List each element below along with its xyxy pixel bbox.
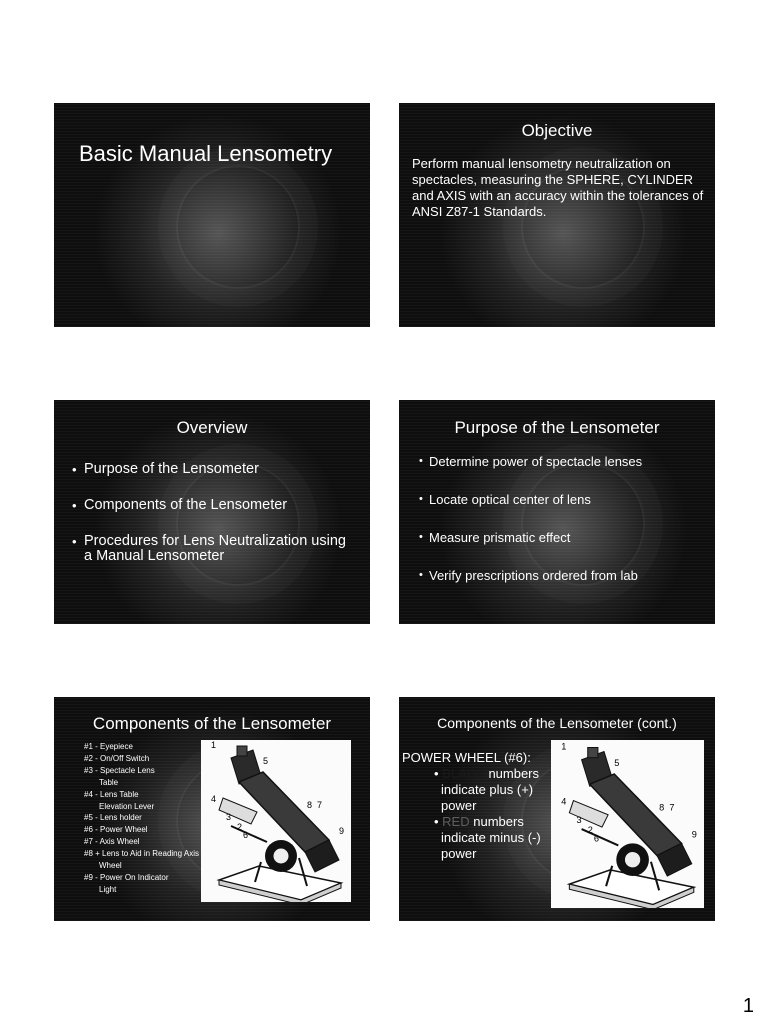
diagram-number: 8 xyxy=(659,802,665,813)
component-item: #9 - Power On Indicator xyxy=(84,872,169,882)
slide-title xyxy=(54,103,370,327)
slide-title-heading: Basic Manual Lensometry xyxy=(79,141,333,166)
components-title: Components of the Lensometer xyxy=(92,714,332,733)
overview-item: • Components of the Lensometer xyxy=(72,498,357,513)
power-wheel-text xyxy=(402,750,552,862)
power-wheel-heading: POWER WHEEL (#6): xyxy=(402,750,531,765)
diagram-number: 4 xyxy=(211,794,217,804)
component-item-cont: Light xyxy=(99,884,117,894)
purpose-title: Purpose of the Lensometer xyxy=(454,418,660,437)
lensometer-drawing xyxy=(201,740,351,902)
diagram-number: 8 xyxy=(307,800,313,810)
diagram-number: 9 xyxy=(339,826,345,836)
lensometer-diagram xyxy=(551,740,704,908)
component-item-cont: Elevation Lever xyxy=(99,801,155,811)
diagram-number: 5 xyxy=(263,756,269,766)
overview-item: • Procedures for Lens Neutralization using a Manual Lensometer xyxy=(72,534,357,564)
diagram-number: 6 xyxy=(593,833,599,844)
objective-text: Perform manual lensometry neutralization on spectacles, measuring the SPHERE, CYLINDER and AXIS with an accuracy within the tolerances of ANSI Z87-1 Standards. xyxy=(412,156,704,219)
component-item: #8 + Lens to Aid in Reading Axis xyxy=(84,849,199,859)
red-numbers-rest: numbers indicate minus (-) power xyxy=(441,814,541,861)
red-keyword: RED xyxy=(442,814,470,829)
slide-components xyxy=(54,697,370,921)
purpose-item: • Verify prescriptions ordered from lab xyxy=(419,568,704,583)
component-item: #1 - Eyepiece xyxy=(84,742,133,751)
overview-title: Overview xyxy=(176,418,248,437)
diagram-number: 4 xyxy=(561,796,567,807)
black-numbers-note: • BLACK numbers indicate plus (+) power xyxy=(434,766,540,813)
component-item-cont: Wheel xyxy=(99,861,122,871)
diagram-number: 1 xyxy=(211,740,217,750)
diagram-number: 7 xyxy=(669,802,675,813)
components-list xyxy=(84,741,209,896)
slide-purpose xyxy=(399,400,715,624)
purpose-list xyxy=(419,454,704,606)
diagram-number: 7 xyxy=(317,800,323,810)
lensometer-drawing xyxy=(551,740,704,908)
purpose-item: • Determine power of spectacle lenses xyxy=(419,454,704,469)
lensometer-diagram xyxy=(201,740,351,902)
objective-title: Objective xyxy=(521,121,593,140)
component-item: #5 - Lens holder xyxy=(84,813,142,823)
component-item: #6 - Power Wheel xyxy=(84,825,148,835)
black-keyword: BLACK xyxy=(442,766,485,781)
diagram-number: 6 xyxy=(243,830,249,840)
component-item-cont: Table xyxy=(99,777,119,787)
purpose-item: • Locate optical center of lens xyxy=(419,492,704,507)
diagram-number: 2 xyxy=(587,825,593,836)
diagram-number: 9 xyxy=(691,829,697,840)
diagram-number: 5 xyxy=(614,757,620,768)
slide-objective xyxy=(399,103,715,327)
component-item: #4 - Lens Table xyxy=(84,789,139,799)
slide-overview xyxy=(54,400,370,624)
red-numbers-note: • RED numbers indicate minus (-) power xyxy=(434,814,541,861)
overview-item: • Purpose of the Lensometer xyxy=(72,462,357,477)
diagram-number: 3 xyxy=(226,812,232,822)
black-numbers-rest: numbers indicate plus (+) power xyxy=(441,766,540,813)
component-item: #7 - Axis Wheel xyxy=(84,837,140,847)
diagram-number: 1 xyxy=(561,741,567,752)
overview-list xyxy=(72,462,357,585)
diagram-number: 2 xyxy=(237,822,243,832)
purpose-item: • Measure prismatic effect xyxy=(419,530,704,545)
slide-components-cont xyxy=(399,697,715,921)
diagram-number: 3 xyxy=(576,814,582,825)
components-cont-title: Components of the Lensometer (cont.) xyxy=(437,715,677,731)
page-number: 1 xyxy=(742,995,754,1017)
component-item: #2 - On/Off Switch xyxy=(84,753,150,763)
component-item: #3 - Spectacle Lens xyxy=(84,765,155,775)
